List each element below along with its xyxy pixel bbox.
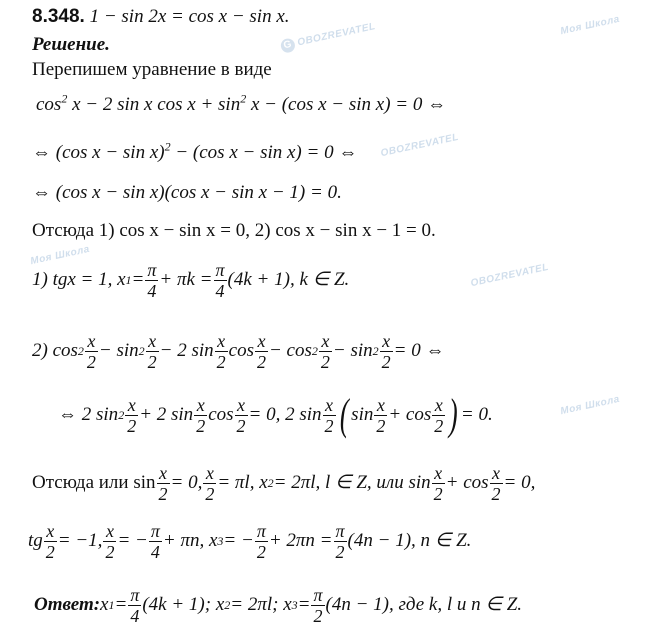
watermark: [560, 394, 621, 417]
step1-part: x − (cos x − sin x) = 0 ⇔: [246, 94, 447, 115]
denominator: 2: [434, 415, 444, 436]
fraction-x-over-2: [103, 522, 116, 561]
factored-part: sin: [351, 404, 374, 425]
denominator: 2: [381, 351, 391, 372]
denominator: 2: [491, 483, 501, 504]
exponent: 2: [240, 91, 247, 106]
numerator: x: [432, 396, 445, 416]
case2-part: − cos: [268, 340, 312, 361]
case1-part: 1) tgx = 1, x: [32, 269, 126, 290]
case2-part: = 0 ⇔: [393, 340, 445, 361]
denominator: 2: [236, 415, 246, 436]
roots2-part: = −1,: [57, 530, 103, 551]
numerator: x: [146, 332, 159, 352]
case-1-solution: 1) tgx = 1, x 1 = $\frac{\pi}{4}$ + πk = $\frac{\pi}{4}$ (4k + 1), k ∈ Z.: [32, 259, 350, 301]
numerator: x: [103, 522, 116, 542]
denominator: 2: [158, 483, 168, 504]
intro-text: Перепишем уравнение в виде: [32, 59, 272, 80]
fraction-x-over-2: [85, 332, 98, 371]
numerator: π: [256, 520, 266, 541]
watermark: [470, 262, 550, 289]
case2-part: 2) cos: [32, 340, 78, 361]
fraction-x-over-2: [146, 332, 159, 371]
denominator: 2: [256, 541, 266, 562]
fraction-x-over-2: [194, 396, 207, 435]
denominator: 2: [216, 351, 226, 372]
numerator: π: [215, 259, 225, 280]
equation-step-3: ⇔ (cos x − sin x)(cos x − sin x − 1) = 0.: [32, 182, 342, 203]
fraction-x-over-2: [203, 464, 216, 503]
numerator: x: [323, 396, 336, 416]
roots2-part: = −: [117, 530, 148, 551]
numerator: x: [432, 464, 445, 484]
denominator: 2: [105, 541, 115, 562]
denominator: 2: [205, 483, 215, 504]
roots2-part: (4n − 1), n ∈ Z.: [347, 530, 472, 551]
numerator: π: [150, 520, 160, 541]
step1-part: cos: [36, 94, 62, 115]
solution-label: Решение.: [32, 34, 110, 55]
roots2-part: + 2πn =: [268, 530, 333, 551]
answer-label: Ответ:: [34, 594, 101, 615]
numerator: x: [215, 332, 228, 352]
numerator: x: [44, 522, 57, 542]
factored-part: ⇔ 2 sin: [58, 404, 119, 425]
equation-step-1: [36, 91, 447, 116]
right-paren: ): [449, 390, 458, 439]
fraction-pi-over-2: [255, 522, 268, 561]
fraction-x-over-2: [490, 464, 503, 503]
fraction-pi-over-4: [145, 261, 158, 300]
fraction-x-over-2: [380, 332, 393, 371]
fraction-pi-over-2: [311, 586, 324, 625]
answer-line: Ответ: x 1 = $\frac{\pi}{4}$ (4k + 1); x 2 = 2πl; x 3 = $\frac{\pi}{2}$ (4n − 1), где k, l и n ∈ Z.: [34, 584, 523, 626]
fraction-x-over-2: [319, 332, 332, 371]
fraction-pi-over-4: [149, 522, 162, 561]
denominator: 2: [45, 541, 55, 562]
denominator: 2: [376, 415, 386, 436]
roots-part: + cos: [445, 472, 489, 493]
roots2-part: tg: [28, 530, 43, 551]
fraction-x-over-2: [323, 396, 336, 435]
watermark-text: Моя Школа: [559, 13, 621, 38]
denominator: 2: [313, 605, 323, 626]
step2-part: ⇔ (cos x − sin x): [32, 142, 165, 163]
fraction-x-over-2: [432, 396, 445, 435]
roots-line-1: Отсюда или sin $\frac{x}{2}$ = 0, $\frac{x}{2}$ = πl, x 2 = 2πl, l ∈ Z, или sin $\frac{x}{2}$ + cos $\frac{x}{2}$ = 0,: [32, 462, 536, 504]
numerator: π: [147, 259, 157, 280]
denominator: 4: [130, 605, 140, 626]
factored-part: + cos: [388, 404, 432, 425]
roots-line-2: tg $\frac{x}{2}$ = −1, $\frac{x}{2}$ = − $\frac{\pi}{4}$ + πn, x 3 = − $\frac{\pi}{2}$ + 2πn = $\frac{\pi}{2}$ (4n − 1), n ∈ Z.: [28, 520, 472, 562]
roots-part: = πl, x: [217, 472, 268, 493]
cases-line: Отсюда 1) cos x − sin x = 0, 2) cos x − sin x − 1 = 0.: [32, 220, 436, 241]
case1-part: =: [131, 269, 145, 290]
answer-part: =: [297, 594, 311, 615]
denominator: 4: [215, 280, 225, 301]
watermark-text: OBOZREVATEL: [379, 131, 460, 160]
numerator: π: [313, 584, 323, 605]
numerator: x: [194, 396, 207, 416]
denominator: 2: [335, 541, 345, 562]
factored-part: + 2 sin: [139, 404, 194, 425]
step1-part: x − 2 sin x cos x + sin: [67, 94, 241, 115]
watermark-text: OBOZREVATEL: [296, 21, 377, 49]
watermark-logo-icon: G: [280, 37, 297, 54]
fraction-pi-over-4: [214, 261, 227, 300]
roots-part: = 0,: [170, 472, 203, 493]
case1-part: (4k + 1), k ∈ Z.: [227, 269, 350, 290]
roots-part: Отсюда или sin: [32, 472, 156, 493]
numerator: x: [319, 332, 332, 352]
numerator: π: [130, 584, 140, 605]
problem-equation: 1 − sin 2x = cos x − sin x.: [89, 6, 290, 27]
denominator: 4: [150, 541, 160, 562]
fraction-x-over-2: [235, 396, 248, 435]
watermark-text: OBOZREVATEL: [469, 261, 550, 290]
numerator: x: [255, 332, 268, 352]
fraction-x-over-2: [374, 396, 387, 435]
answer-part: (4n − 1), где k, l и n ∈ Z.: [325, 594, 523, 615]
numerator: x: [157, 464, 170, 484]
case2-part: − sin: [332, 340, 373, 361]
exponent: 2: [61, 91, 68, 106]
numerator: π: [335, 520, 345, 541]
denominator: 2: [127, 415, 137, 436]
problem-number: 8.348.: [32, 6, 85, 27]
denominator: 2: [256, 351, 266, 372]
fraction-x-over-2: [255, 332, 268, 371]
fraction-x-over-2: [44, 522, 57, 561]
numerator: x: [85, 332, 98, 352]
numerator: x: [380, 332, 393, 352]
roots-part: = 2πl, l ∈ Z, или sin: [273, 472, 431, 493]
numerator: x: [235, 396, 248, 416]
left-paren: (: [339, 390, 349, 439]
numerator: x: [125, 396, 138, 416]
exponent: 2: [164, 139, 171, 154]
watermark: [380, 132, 460, 159]
roots2-part: = −: [223, 530, 254, 551]
denominator: 2: [147, 351, 157, 372]
factored-part: cos: [208, 404, 234, 425]
answer-part: (4k + 1); x: [142, 594, 225, 615]
answer-part: =: [114, 594, 128, 615]
fraction-x-over-2: [432, 464, 445, 503]
denominator: 4: [147, 280, 157, 301]
watermark-text: Моя Школа: [29, 243, 91, 268]
denominator: 2: [433, 483, 443, 504]
case2-part: − sin: [98, 340, 139, 361]
numerator: x: [374, 396, 387, 416]
denominator: 2: [320, 351, 330, 372]
denominator: 2: [196, 415, 206, 436]
case-2-factored: ⇔ 2 sin 2 $\frac{x}{2}$ + 2 sin $\frac{x}{2}$ cos $\frac{x}{2}$ = 0, 2 sin $\frac{x}{2}$ ( sin $\frac{x}{2}$ + cos $\frac{x}{2}$ ) = 0.: [58, 390, 493, 439]
numerator: x: [203, 464, 216, 484]
denominator: 2: [86, 351, 96, 372]
roots2-part: + πn, x: [162, 530, 218, 551]
fraction-x-over-2: [125, 396, 138, 435]
case1-part: + πk =: [159, 269, 213, 290]
equation-step-2: [32, 139, 358, 164]
answer-part: x: [100, 594, 109, 615]
case-2-equation: 2) cos 2 $\frac{x}{2}$ − sin 2 $\frac{x}{2}$ − 2 sin $\frac{x}{2}$ cos $\frac{x}{2}$ − cos 2 $\frac{x}{2}$ − sin 2 $\frac{x}{2}$ = 0 ⇔: [32, 330, 445, 372]
case2-part: − 2 sin: [159, 340, 214, 361]
roots-part: = 0,: [503, 472, 536, 493]
watermark: [280, 20, 377, 54]
case2-part: cos: [228, 340, 254, 361]
factored-part: = 0.: [460, 404, 493, 425]
answer-part: = 2πl; x: [230, 594, 292, 615]
fraction-x-over-2: [157, 464, 170, 503]
watermark: [560, 14, 621, 37]
watermark-text: Моя Школа: [559, 393, 621, 418]
problem-statement: [32, 6, 290, 28]
fraction-pi-over-2: [334, 522, 347, 561]
fraction-pi-over-4: [128, 586, 141, 625]
step2-part: − (cos x − sin x) = 0 ⇔: [170, 142, 358, 163]
numerator: x: [490, 464, 503, 484]
fraction-x-over-2: [215, 332, 228, 371]
denominator: 2: [324, 415, 334, 436]
factored-part: = 0, 2 sin: [248, 404, 322, 425]
